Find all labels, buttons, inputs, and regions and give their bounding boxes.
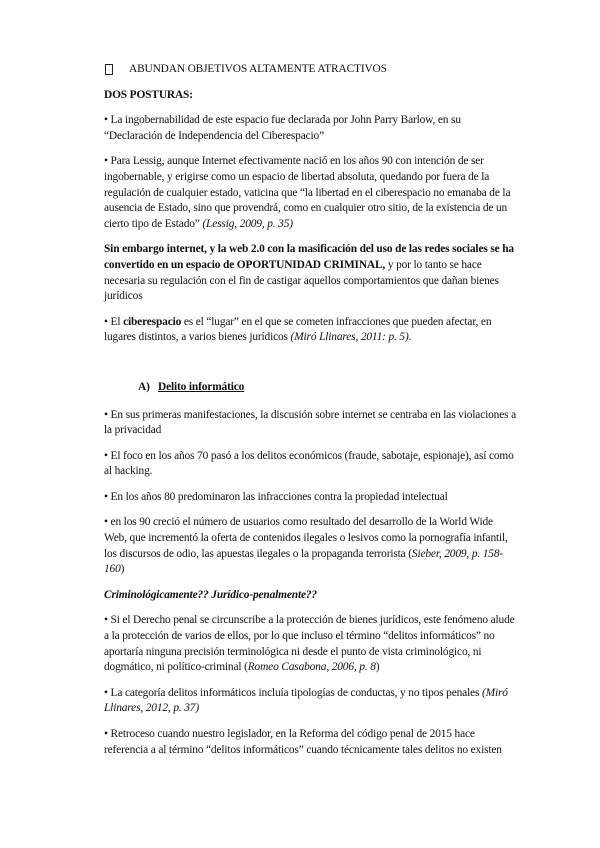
- paragraph-lessig-text: • Para Lessig, aunque Internet efectivamente nació en los años 90 con intención de ser ingobernable, y erigirse como un espacio de libertad absoluta, quedando por fuera de la regulación de cualquier estado, vaticina que “la libertad en el ciberespacio no emanaba de la ausencia de Estado, sino que provendrá, como en cualquier otro sitio, de la existencia de un cierto tipo de Estado”: [104, 155, 511, 230]
- paragraph-oportunidad-rest: y por lo tanto se hace necesaria su regulación con el fin de castigar aquellos comportamientos que dañan bienes jurídicos: [104, 258, 499, 303]
- paragraph-anos-70: • El foco en los años 70 pasó a los delitos económicos (fraude, sabotaje, espionaje), así como al hacking.: [104, 449, 514, 478]
- question-heading: Criminológicamente?? Jurídico-penalmente??: [104, 588, 317, 601]
- paragraph-ciberespacio: [104, 315, 516, 346]
- paragraph-categoria: [104, 686, 516, 717]
- section-a-title: Delito informático: [158, 380, 245, 393]
- paragraph-privacidad: • En sus primeras manifestaciones, la discusión sobre internet se centraba en las violaciones a la privacidad: [104, 408, 517, 437]
- ciberespacio-term: ciberespacio: [123, 315, 182, 328]
- ciberespacio-text: es el “lugar” en el que se cometen infracciones que pueden afectar, en lugares distintos, a varios bienes jurídicos: [104, 315, 492, 344]
- citation-miro-2011: (Miró Llinares, 2011: p. 5): [290, 331, 409, 344]
- categoria-text: • La categoría delitos informáticos incluía tipologías de conductas, y no tipos penales: [104, 686, 482, 699]
- square-box-icon: [105, 64, 113, 75]
- bold-statement: Sin embargo internet, y la web 2.0 con la masificación del uso de las redes sociales se ha convertido en un espacio de OPORTUNIDAD CRIMINAL,: [104, 243, 514, 271]
- anos-90-end: ): [120, 563, 125, 576]
- paragraph-derecho-penal: [104, 613, 516, 675]
- ciberespacio-end: .: [408, 331, 412, 344]
- paragraph-barlow: • La ingobernabilidad de este espacio fue declarada por John Parry Barlow, en su “Declaración de Independencia del Ciberespacio”: [104, 114, 461, 142]
- ciberespacio-pre: • El: [104, 315, 124, 328]
- citation-miro-2012: (Miró Llinares, 2012, p. 37): [104, 686, 508, 715]
- citation-sieber: Sieber, 2009, p. 158-160: [104, 547, 504, 576]
- section-a-heading: [138, 380, 516, 396]
- document-page: [104, 62, 516, 768]
- section-heading: [104, 62, 516, 78]
- paragraph-lessig: [104, 154, 516, 232]
- paragraph-anos-80: • En los años 80 predominaron las infracciones contra la propiedad intelectual: [104, 490, 448, 503]
- paragraph-oportunidad-criminal: [104, 242, 516, 304]
- section-a-letter: A): [138, 380, 150, 393]
- paragraph-anos-90: [104, 515, 516, 577]
- paragraph-retroceso: • Retroceso cuando nuestro legislador, en la Reforma del código penal de 2015 hace referencia a al término “delitos informáticos” cuando técnicamente tales delitos no existen: [104, 728, 502, 756]
- heading-title: ABUNDAN OBJETIVOS ALTAMENTE ATRACTIVOS: [129, 63, 387, 75]
- derecho-penal-end: ): [375, 661, 380, 674]
- anos-90-text: • en los 90 creció el número de usuarios como resultado del desarrollo de la World Wide Web, que incrementó la oferta de contenidos ilegales o lesivos como la pornografía infantil, los discursos de odio, las apuestas ilegales o la propaganda terrorista (: [104, 516, 508, 560]
- derecho-penal-text: • Si el Derecho penal se circunscribe a la protección de bienes jurídicos, este fenómeno alude a la protección de varios de ellos, por lo que incluso el término “delitos informáticos” no aportaría ninguna precisión terminológica ni desde el punto de vista criminológico, ni dogmático, ni político-criminal (: [104, 614, 515, 674]
- citation-lessig: (Lessig, 2009, p. 35): [202, 217, 293, 230]
- citation-romeo: Romeo Casabona, 2006, p. 8: [247, 661, 376, 674]
- dos-posturas-heading: DOS POSTURAS:: [104, 88, 193, 101]
